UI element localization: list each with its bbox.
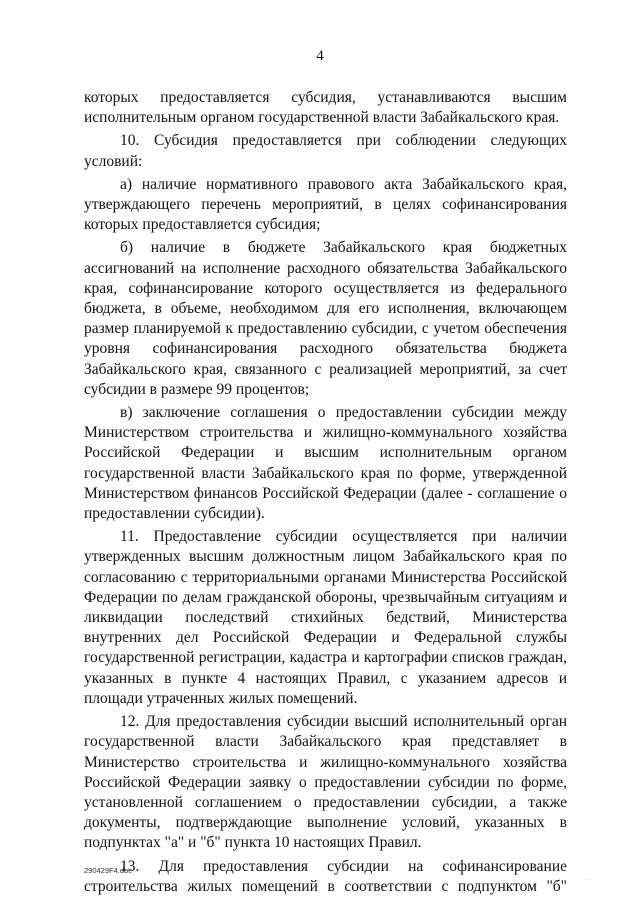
footer-mark: .: [586, 876, 588, 882]
document-body: [84, 88, 567, 900]
paragraph-11: 11. Предоставление субсидии осуществляется при наличии утвержденных высшим должностным лицом Забайкальского края по согласованию с территориальными органами Министерства Российской Федерации по делам гражданской обороны, чрезвычайным ситуациям и ликвидации последствий стихийных бедствий, Министерства внутренних дел Российской Федерации и Федеральной службы государственной регистрации, кадастра и картографии списков граждан, указанных в пункте 4 настоящих Правил, с указанием адресов и площади утраченных жилых помещений.: [84, 528, 567, 707]
paragraph-10: 10. Субсидия предоставляется при соблюдении следующих условий:: [84, 132, 567, 170]
paragraph-10-a: а) наличие нормативного правового акта Забайкальского края, утверждающего перечень мероприятий, в целях софинансирования которых предоставляется субсидия;: [84, 175, 567, 234]
paragraph-10-v: в) заключение соглашения о предоставлении субсидии между Министерством строительства и жилищно-коммунального хозяйства Российской Федерации и высшим исполнительным органом государственной власти Забайкальского края по форме, утвержденной Министерством финансов Российской Федерации (далее - соглашение о предоставлении субсидии).: [84, 404, 567, 523]
footer-doc-code: 290429F4.doc: [84, 866, 132, 875]
paragraph-continuation: которых предоставляется субсидия, устанавливаются высшим исполнительным органом государственной власти Забайкальского края.: [84, 89, 567, 127]
paragraph-10-b: б) наличие в бюджете Забайкальского края бюджетных ассигнований на исполнение расходного обязательства Забайкальского края, софинансирование которого осуществляется из федерального бюджета, в объеме, необходимом для его исполнения, включающем размер планируемой к предоставлению субсидии, с учетом обеспечения уровня софинансирования расходного обязательства бюджета Забайкальского края, связанного с реализацией мероприятий, за счет субсидии в размере 99 процентов;: [84, 239, 567, 398]
paragraph-12: 12. Для предоставления субсидии высший исполнительный орган государственной власти Забайкальского края представляет в Министерство строительства и жилищно-коммунального хозяйства Российской Федерации заявку о предоставлении субсидии по форме, установленной соглашением о предоставлении субсидии, а также документы, подтверждающие выполнение условий, указанных в подпунктах "а" и "б" пункта 10 настоящих Правил.: [84, 713, 567, 852]
paragraph-13: 13. Для предоставления субсидии на софинансирование строительства жилых помещений в соответствии с подпунктом "б": [84, 857, 567, 895]
page-number: 4: [316, 48, 324, 64]
